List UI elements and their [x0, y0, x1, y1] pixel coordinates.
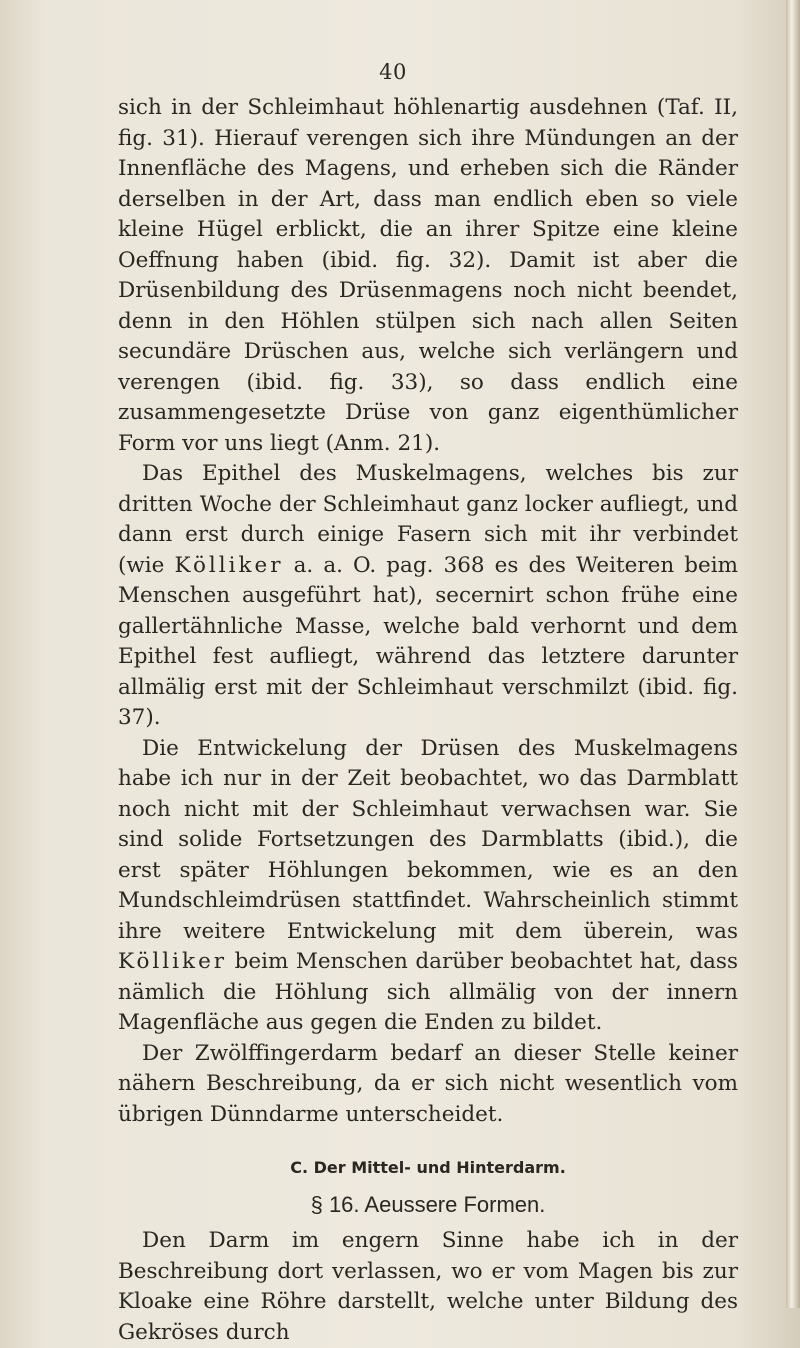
paragraph-drusen-part2: beim Menschen darüber beobachtet hat, dass nämlich die Höhlung sich allmälig von der innern Magenfläche aus gegen die Enden zu bildet. — [118, 949, 738, 1035]
section-heading: C. Der Mittel- und Hinterdarm. — [290, 1158, 566, 1177]
paragraph-epithel-part1: Das Epithel des Muskelmagens, welches bis zur dritten Woche der Schleimhaut ganz locker aufliegt, und dann erst durch einige Fasern sich mit ihr verbindet (wie — [118, 461, 738, 578]
paragraph-darm: Den Darm im engern Sinne habe ich in der Beschreibung dort verlassen, wo er vom Magen bis zur Kloake eine Röhre darstellt, welche unter Bildung des Gekröses durch — [118, 1228, 738, 1345]
paragraph-drusen-entwickelung — [118, 734, 738, 1039]
paragraph-heading: § 16. Aeussere Formen. — [310, 1192, 546, 1217]
paragraph-epithel — [118, 459, 738, 734]
body-text — [118, 93, 738, 1348]
paragraph-zwolffingerdarm: Der Zwölffingerdarm bedarf an dieser Stelle keiner nähern Beschreibung, da er sich nicht wesentlich vom übrigen Dünndarme unterscheidet. — [118, 1040, 738, 1127]
paragraph-drusenmagen: sich in der Schleimhaut höhlenartig ausdehnen (Taf. II, fig. 31). Hierauf verengen sich ihre Mündungen an der Innenfläche des Magens, und erheben sich die Ränder derselben in der Art, dass man endlich eben so viele kleine Hügel erblickt, die an ihrer Spitze eine kleine Oeffnung haben (ibid. fig. 32). Damit ist aber die Drüsenbildung des Drüsenmagens noch nicht beendet, denn in den Höhlen stülpen sich nach allen Seiten secundäre Drüschen aus, welche sich verlängern und verengen (ibid. fig. 33), so dass endlich eine zusammengesetzte Drüse von ganz eigenthümlicher Form vor uns liegt (Anm. 21). — [118, 95, 738, 456]
page-number: 40 — [379, 60, 407, 84]
author-name-kolliker: Kölliker — [174, 552, 284, 578]
page-edge — [786, 0, 800, 1308]
paragraph-epithel-part2: a. a. O. pag. 368 es des Weiteren beim Menschen ausgeführt hat), secernirt schon frühe eine gallertähnliche Masse, welche bald verhornt und dem Epithel fest aufliegt, während das letztere darunter allmälig erst mit der Schleimhaut verschmilzt (ibid. fig. 37). — [118, 552, 738, 730]
paragraph-drusen-part1: Die Entwickelung der Drüsen des Muskelmagens habe ich nur in der Zeit beobachtet, wo das Darmblatt noch nicht mit der Schleimhaut verwachsen war. Sie sind solide Fortsetzungen des Darmblatts (ibid.), die erst später Höhlungen bekommen, wie es an den Mundschleimdrüsen stattfindet. Wahrscheinlich stimmt ihre weitere Entwickelung mit dem überein, was — [118, 735, 738, 944]
author-name-kolliker-2: Kölliker — [118, 949, 228, 974]
